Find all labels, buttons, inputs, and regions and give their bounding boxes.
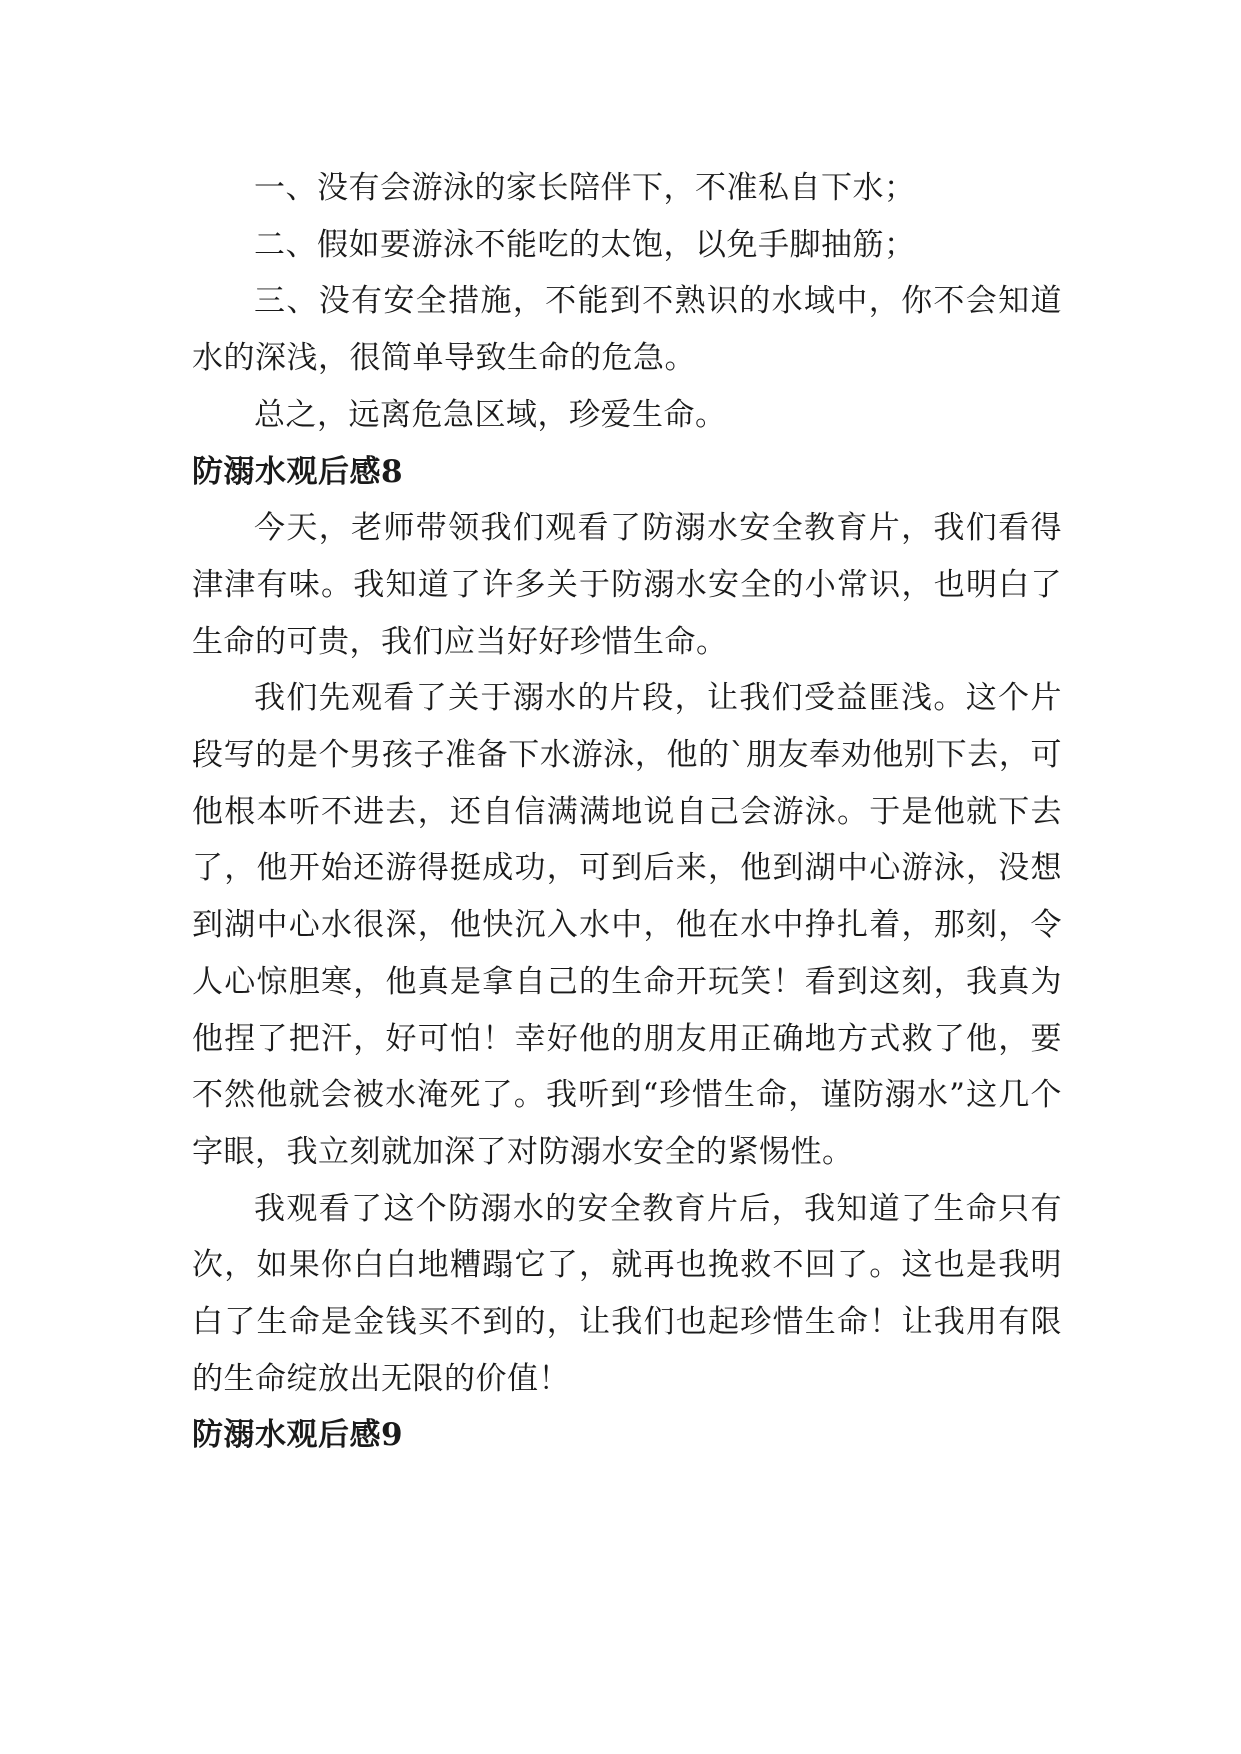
section-8-paragraph-1: 今天，老师带领我们观看了防溺水安全教育片，我们看得津津有味。我知道了许多关于防溺水安全的小常识，也明白了生命的可贵，我们应当好好珍惜生命。 — [192, 510, 1062, 660]
document-body — [192, 160, 1062, 1464]
section-8-title: 防溺水观后感8 — [192, 453, 404, 490]
section-8-paragraph-2: 我们先观看了关于溺水的片段，让我们受益匪浅。这个片段写的是个男孩子准备下水游泳，他的`朋友奉劝他别下去，可他根本听不进去，还自信满满地说自己会游泳。于是他就下去了，他开始还游得挺成功，可到后来，他到湖中心游泳，没想到湖中心水很深，他快沉入水中，他在水中挣扎着，那刻，令人心惊胆寒，他真是拿自己的生命开玩笑！看到这刻，我真为他捏了把汗，好可怕！幸好他的朋友用正确地方式救了他，要不然他就会被水淹死了。我听到“珍惜生命，谨防溺水”这几个字眼，我立刻就加深了对防溺水安全的紧惕性。 — [192, 680, 1062, 1170]
section-8-paragraph-3: 我观看了这个防溺水的安全教育片后，我知道了生命只有次，如果你白白地糟蹋它了，就再也挽救不回了。这也是我明白了生命是金钱买不到的，让我们也起珍惜生命！让我用有限的生命绽放出无限的价值！ — [192, 1190, 1062, 1397]
intro-item-1: 一、没有会游泳的家长陪伴下，不准私自下水； — [254, 170, 916, 206]
section-9-title: 防溺水观后感9 — [192, 1417, 404, 1454]
intro-item-3: 三、没有安全措施，不能到不熟识的水域中，你不会知道水的深浅，很简单导致生命的危急。 — [192, 283, 1062, 377]
intro-conclusion: 总之，远离危急区域，珍爱生命。 — [254, 396, 727, 433]
intro-item-2: 二、假如要游泳不能吃的太饱，以免手脚抽筋； — [254, 226, 916, 263]
